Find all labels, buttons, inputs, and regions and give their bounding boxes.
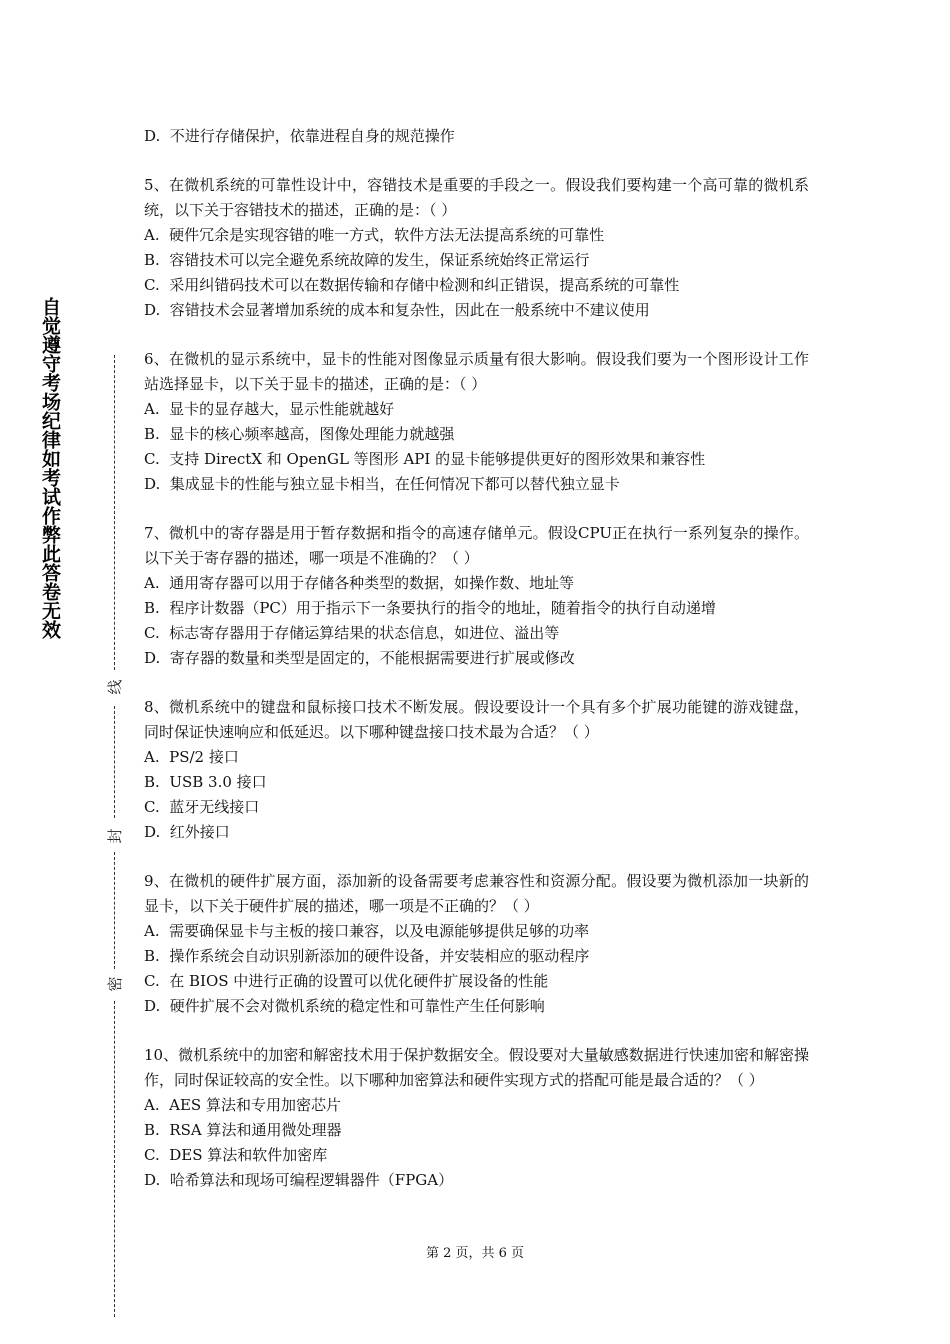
question-8: [144, 695, 809, 845]
question-stem: 6、在微机的显示系统中，显卡的性能对图像显示质量有很大影响。假设我们要为一个图形设计工作站选择显卡，以下关于显卡的描述，正确的是：（ ）: [144, 350, 809, 393]
option-a: A. 通用寄存器可以用于存储各种类型的数据，如操作数、地址等: [144, 574, 575, 592]
option-d: D. 寄存器的数量和类型是固定的，不能根据需要进行扩展或修改: [144, 649, 575, 667]
option-b: B. 容错技术可以完全避免系统故障的发生，保证系统始终正常运行: [144, 251, 590, 269]
option-a: A. 硬件冗余是实现容错的唯一方式，软件方法无法提高系统的可靠性: [144, 226, 605, 244]
question-stem: 8、微机系统中的键盘和鼠标接口技术不断发展。假设要设计一个具有多个扩展功能键的游戏键盘，同时保证快速响应和低延迟。以下哪种键盘接口技术最为合适？（ ）: [144, 698, 809, 741]
option-c: C. 支持 DirectX 和 OpenGL 等图形 API 的显卡能够提供更好的图形效果和兼容性: [144, 450, 706, 468]
binding-char-feng: 封: [106, 828, 124, 844]
option-a: A. PS/2 接口: [144, 748, 239, 766]
question-5: [144, 173, 809, 323]
binding-dashed-line: [114, 1001, 115, 1317]
option-a: A. 显卡的显存越大，显示性能就越好: [144, 400, 395, 418]
option-c: C. 采用纠错码技术可以在数据传输和存储中检测和纠正错误，提高系统的可靠性: [144, 276, 680, 294]
option-b: B. USB 3.0 接口: [144, 773, 267, 791]
option-c: C. 蓝牙无线接口: [144, 798, 260, 816]
option-b: B. 显卡的核心频率越高，图像处理能力就越强: [144, 425, 455, 443]
option-b: B. 操作系统会自动识别新添加的硬件设备，并安装相应的驱动程序: [144, 947, 590, 965]
page-number-footer: 第 2 页，共 6 页: [425, 1246, 525, 1261]
exam-discipline-warning: 自觉遵守考场纪律如考试作弊此答卷无效: [39, 297, 61, 639]
question-6: [144, 347, 809, 497]
option-a: A. AES 算法和专用加密芯片: [144, 1096, 341, 1114]
binding-dashed-line: [114, 355, 115, 670]
question-stem: 7、微机中的寄存器是用于暂存数据和指令的高速存储单元。假设CPU正在执行一系列复杂的操作。以下关于寄存器的描述，哪一项是不准确的？（ ）: [144, 524, 809, 567]
question-content: [144, 124, 809, 1193]
binding-dashed-line: [114, 706, 115, 818]
option-c: C. 标志寄存器用于存储运算结果的状态信息，如进位、溢出等: [144, 624, 560, 642]
option-b: B. RSA 算法和通用微处理器: [144, 1121, 342, 1139]
question-stem: 10、微机系统中的加密和解密技术用于保护数据安全。假设要对大量敏感数据进行快速加密和解密操作，同时保证较高的安全性。以下哪种加密算法和硬件实现方式的搭配可能是最合适的？（ ）: [144, 1046, 809, 1089]
binding-dashed-line: [114, 852, 115, 969]
previous-question-option-d: D. 不进行存储保护，依靠进程自身的规范操作: [144, 127, 455, 145]
question-stem: 5、在微机系统的可靠性设计中，容错技术是重要的手段之一。假设我们要构建一个高可靠的微机系统，以下关于容错技术的描述，正确的是：（ ）: [144, 176, 809, 219]
question-10: [144, 1043, 809, 1193]
option-c: C. 在 BIOS 中进行正确的设置可以优化硬件扩展设备的性能: [144, 972, 549, 990]
option-a: A. 需要确保显卡与主板的接口兼容，以及电源能够提供足够的功率: [144, 922, 590, 940]
option-d: D. 硬件扩展不会对微机系统的稳定性和可靠性产生任何影响: [144, 997, 545, 1015]
question-stem: 9、在微机的硬件扩展方面，添加新的设备需要考虑兼容性和资源分配。假设要为微机添加一块新的显卡，以下关于硬件扩展的描述，哪一项是不正确的？（ ）: [144, 872, 809, 915]
option-d: D. 集成显卡的性能与独立显卡相当，在任何情况下都可以替代独立显卡: [144, 475, 620, 493]
binding-char-mi: 密: [106, 976, 124, 992]
binding-char-xian: 线: [106, 679, 124, 695]
option-b: B. 程序计数器（PC）用于指示下一条要执行的指令的地址，随着指令的执行自动递增: [144, 599, 716, 617]
option-c: C. DES 算法和软件加密库: [144, 1146, 328, 1164]
option-d: D. 哈希算法和现场可编程逻辑器件（FPGA）: [144, 1171, 454, 1189]
question-9: [144, 869, 809, 1019]
question-7: [144, 521, 809, 671]
option-d: D. 红外接口: [144, 823, 230, 841]
option-d: D. 容错技术会显著增加系统的成本和复杂性，因此在一般系统中不建议使用: [144, 301, 650, 319]
